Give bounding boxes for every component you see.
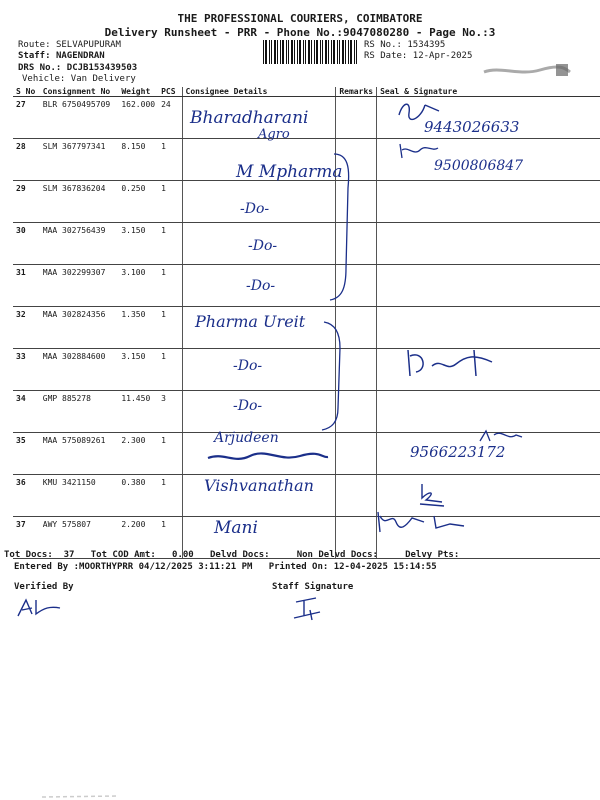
tot-docs-value: 37 — [63, 550, 75, 560]
row-pcs: 1 — [158, 475, 182, 517]
company-name: THE PROFESSIONAL COURIERS, COIMBATORE — [177, 12, 423, 25]
row-sno: 32 — [13, 307, 40, 349]
staff-signature — [290, 594, 330, 622]
route-value: SELVAPUPURAM — [55, 40, 121, 50]
verifier-signature — [14, 596, 74, 620]
entered-by: Entered By :MOORTHYPRR 04/12/2025 3:11:21 PM — [14, 562, 253, 572]
handwritten-consignee-27-sub: Agro — [258, 127, 290, 142]
row-remarks — [336, 97, 377, 139]
row-consignment-no: KMU 3421150 — [40, 475, 119, 517]
row-weight: 0.380 — [118, 475, 158, 517]
row-consignment-no: MAA 302824356 — [40, 307, 119, 349]
row-pcs: 3 — [158, 391, 182, 433]
row-weight: 3.100 — [118, 265, 158, 307]
bracket-32-34 — [320, 318, 350, 438]
drs-value: DCJB153439503 — [66, 63, 138, 73]
row-weight: 11.450 — [118, 391, 158, 433]
staff-line: Staff: NAGENDRAN — [18, 51, 105, 61]
entered-printed-line — [14, 562, 437, 572]
printed-on: Printed On: 12-04-2025 15:14:55 — [268, 562, 437, 572]
handwritten-consignee-32: Pharma Ureit — [195, 312, 306, 331]
row-sno: 35 — [13, 433, 40, 475]
row-consignment-no: SLM 367836204 — [40, 181, 119, 223]
row-seal-signature — [377, 181, 600, 223]
handwritten-consignee-35: Arjudeen — [214, 430, 279, 446]
row-pcs: 24 — [158, 97, 182, 139]
row-weight: 3.150 — [118, 223, 158, 265]
row-weight: 0.250 — [118, 181, 158, 223]
row-consignment-no: SLM 367797341 — [40, 139, 119, 181]
handwritten-consignee-37: Mani — [214, 518, 258, 538]
row-seal-signature — [377, 307, 600, 349]
tot-cod-value: 0.00 — [172, 550, 194, 560]
staff-value: NAGENDRAN — [55, 51, 105, 61]
row-sno: 28 — [13, 139, 40, 181]
handwritten-consignee-36: Vishvanathan — [204, 476, 314, 495]
row-consignment-no: AWY 575807 — [40, 517, 119, 559]
row-seal-signature — [377, 223, 600, 265]
row-sno: 27 — [13, 97, 40, 139]
table-header-row — [13, 87, 600, 97]
handwritten-phone-35: 9566223172 — [410, 443, 506, 461]
row-seal-signature — [377, 265, 600, 307]
handwritten-consignee-28: M Mpharma — [236, 162, 343, 182]
rubber-stamp-mark — [480, 62, 575, 80]
drs-line: DRS No.: DCJB153439503 — [18, 63, 138, 73]
row-sno: 29 — [13, 181, 40, 223]
ditto-33: -Do- — [233, 358, 263, 374]
vehicle-line: Vehicle: Van Delivery — [22, 74, 136, 84]
scribble-35 — [204, 450, 330, 464]
col-consignment: Consignment No — [40, 87, 119, 97]
drs-barcode — [263, 40, 359, 64]
row-sno: 31 — [13, 265, 40, 307]
row-weight: 162.000 — [118, 97, 158, 139]
rs-date-line: RS Date: 12-Apr-2025 — [364, 51, 473, 61]
signature-33 — [402, 346, 498, 380]
vehicle-value: Van Delivery — [70, 74, 136, 84]
row-sno: 36 — [13, 475, 40, 517]
row-pcs: 1 — [158, 265, 182, 307]
rs-no-line: RS No.: 1534395 — [364, 40, 446, 50]
rs-no-value: 1534395 — [407, 40, 446, 50]
row-pcs: 1 — [158, 307, 182, 349]
staff-signature-label: Staff Signature — [272, 582, 354, 592]
table-row — [13, 349, 600, 391]
totals-line: Tot Docs: 37 Tot COD Amt: 0.00 Delvd Docs: Non Delvd Docs: Delvy Pts: — [4, 550, 460, 560]
bracket-29-31 — [328, 148, 358, 308]
row-pcs: 1 — [158, 433, 182, 475]
row-remarks — [336, 475, 377, 517]
row-sno: 34 — [13, 391, 40, 433]
col-pcs: PCS — [158, 87, 182, 97]
route-line: Route: SELVAPUPURAM — [18, 40, 121, 50]
row-pcs: 1 — [158, 139, 182, 181]
signature-37 — [372, 508, 472, 536]
ditto-29: -Do- — [240, 201, 270, 217]
table-row — [13, 265, 600, 307]
row-sno: 37 — [13, 517, 40, 559]
row-consignment-no: GMP 885278 — [40, 391, 119, 433]
row-sno: 30 — [13, 223, 40, 265]
row-pcs: 1 — [158, 517, 182, 559]
row-weight: 2.300 — [118, 433, 158, 475]
verified-by-label: Verified By — [14, 582, 74, 592]
ditto-34: -Do- — [233, 398, 263, 414]
runsheet-subtitle: Delivery Runsheet - PRR - Phone No.:9047080280 - Page No.:3 — [104, 26, 496, 39]
handwritten-phone-27: 9443026633 — [424, 118, 520, 136]
col-consignee: Consignee Details — [182, 87, 336, 97]
col-sno: S No — [13, 87, 40, 97]
row-pcs: 1 — [158, 349, 182, 391]
row-consignment-no: MAA 302884600 — [40, 349, 119, 391]
row-weight: 3.150 — [118, 349, 158, 391]
table-row — [13, 181, 600, 223]
row-consignment-no: MAA 302299307 — [40, 265, 119, 307]
handwritten-consignee-27: Bharadharani — [190, 108, 309, 128]
col-seal: Seal & Signature — [377, 87, 600, 97]
row-weight: 1.350 — [118, 307, 158, 349]
table-row — [13, 223, 600, 265]
col-weight: Weight — [118, 87, 158, 97]
signature-36 — [414, 480, 450, 508]
handwritten-phone-28: 9500806847 — [434, 158, 524, 174]
row-weight: 2.200 — [118, 517, 158, 559]
ditto-31: -Do- — [246, 278, 276, 294]
row-consignment-no: MAA 302756439 — [40, 223, 119, 265]
row-pcs: 1 — [158, 181, 182, 223]
row-sno: 33 — [13, 349, 40, 391]
signature-35 — [476, 425, 526, 445]
ditto-30: -Do- — [248, 238, 278, 254]
row-consignment-no: MAA 575089261 — [40, 433, 119, 475]
table-row — [13, 307, 600, 349]
row-pcs: 1 — [158, 223, 182, 265]
rs-date-value: 12-Apr-2025 — [412, 51, 473, 61]
bottom-smudge — [40, 794, 120, 799]
col-remarks: Remarks — [336, 87, 377, 97]
row-consignment-no: BLR 6750495709 — [40, 97, 119, 139]
row-weight: 8.150 — [118, 139, 158, 181]
row-remarks — [336, 433, 377, 475]
